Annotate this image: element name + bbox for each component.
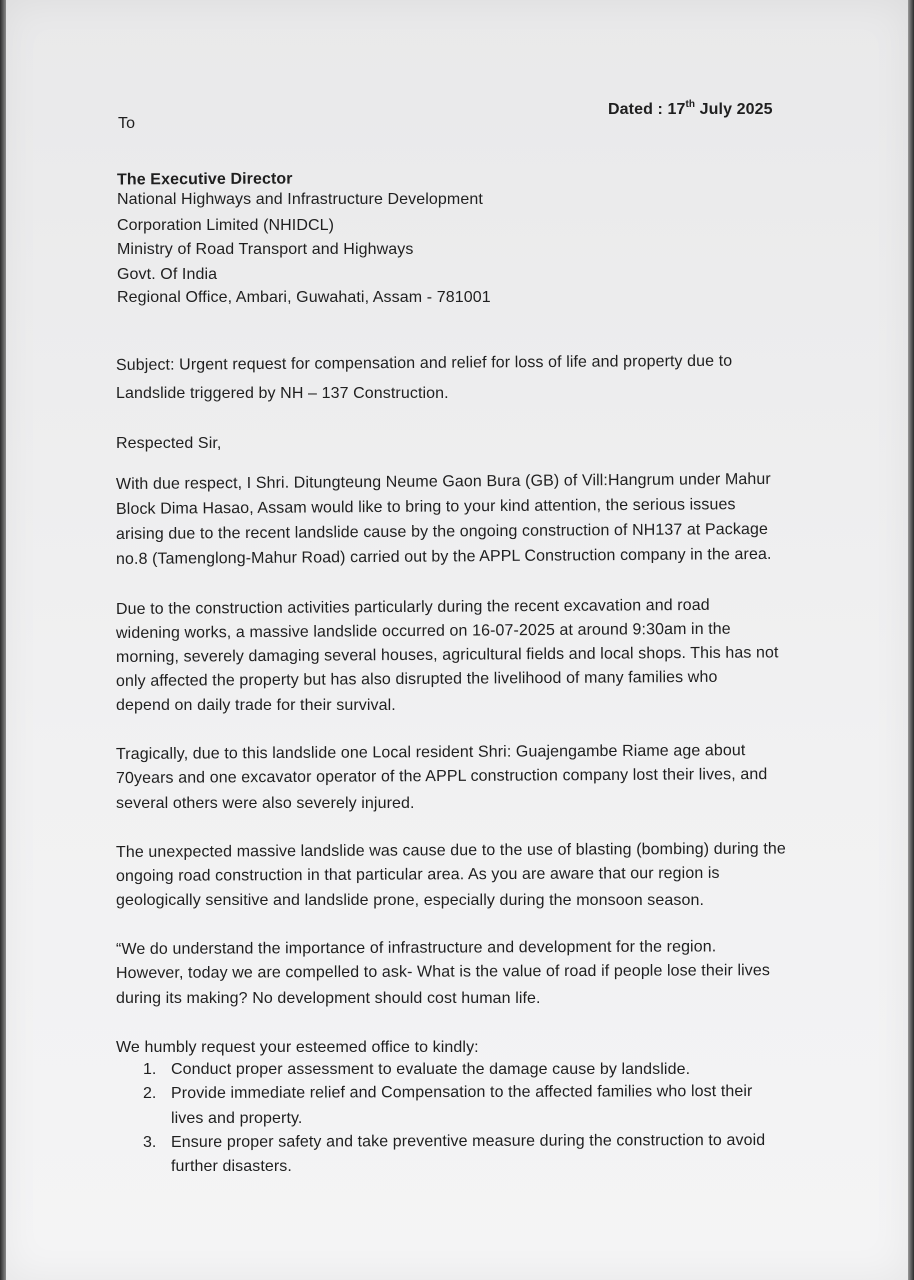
para4-line: ongoing road construction in that particular area. As you are aware that our region is bbox=[115, 864, 720, 885]
date-suffix: July 2025 bbox=[695, 101, 773, 118]
para1-line: no.8 (Tamenglong-Mahur Road) carried out by the APPL Construction company in the area. bbox=[115, 545, 772, 568]
para2-line: only affected the property but has also disrupted the livelihood of many families who bbox=[115, 668, 718, 690]
request-item-line: further disasters. bbox=[171, 1158, 292, 1175]
para5-line: “We do understand the importance of infrastructure and development for the region. bbox=[115, 938, 717, 958]
date-line bbox=[608, 100, 773, 120]
para4-line: The unexpected massive landslide was cause due to the use of blasting (bombing) during the bbox=[115, 840, 786, 861]
recipient-line: Govt. Of India bbox=[117, 266, 218, 283]
para3-line: 70years and one excavator operator of the APPL construction company lost their lives, and bbox=[115, 766, 768, 787]
page-edge-left bbox=[0, 0, 6, 1280]
recipient-line: Corporation Limited (NHIDCL) bbox=[117, 217, 335, 234]
para3-line: several others were also severely injured. bbox=[116, 795, 415, 812]
subject-line: Landslide triggered by NH – 137 Construction. bbox=[116, 385, 449, 402]
date-prefix: Dated : 17 bbox=[608, 101, 686, 118]
request-item-line: lives and property. bbox=[171, 1110, 303, 1127]
para5-line: However, today we are compelled to ask- What is the value of road if people lose their lives bbox=[115, 962, 771, 982]
recipient-line: Ministry of Road Transport and Highways bbox=[117, 241, 414, 258]
request-number: 2. bbox=[143, 1085, 157, 1102]
recipient-title: The Executive Director bbox=[116, 170, 293, 189]
para1-line: With due respect, I Shri. Ditungteung Neume Gaon Bura (GB) of Vill:Hangrum under Mahur bbox=[115, 470, 771, 493]
recipient-line: Regional Office, Ambari, Guwahati, Assam - 781001 bbox=[117, 289, 491, 306]
salutation: Respected Sir, bbox=[116, 435, 222, 452]
para2-line: depend on daily trade for their survival. bbox=[116, 697, 396, 714]
subject-line: Subject: Urgent request for compensation and relief for loss of life and property due to bbox=[115, 352, 733, 374]
date-superscript: th bbox=[685, 99, 696, 110]
recipient-line: National Highways and Infrastructure Development bbox=[117, 191, 483, 208]
para3-line: Tragically, due to this landslide one Local resident Shri: Guajengambe Riame age about bbox=[115, 742, 746, 763]
para2-line: Due to the construction activities particularly during the recent excavation and road bbox=[115, 596, 710, 618]
letter-page bbox=[4, 0, 908, 1280]
para2-line: morning, severely damaging several houses, agricultural fields and local shops. This has not bbox=[115, 644, 779, 666]
request-number: 3. bbox=[143, 1134, 157, 1151]
to-label: To bbox=[118, 115, 136, 132]
request-item-line: Ensure proper safety and take preventive measure during the construction to avoid bbox=[170, 1131, 766, 1151]
request-intro: We humbly request your esteemed office to kindly: bbox=[116, 1039, 479, 1056]
para2-line: widening works, a massive landslide occurred on 16-07-2025 at around 9:30am in the bbox=[115, 620, 731, 642]
para1-line: Block Dima Hasao, Assam would like to bring to your kind attention, the serious issues bbox=[115, 496, 736, 518]
page-edge-right bbox=[908, 0, 914, 1280]
request-number: 1. bbox=[143, 1061, 157, 1078]
para5-line: during its making? No development should cost human life. bbox=[116, 990, 541, 1007]
para4-line: geologically sensitive and landslide prone, especially during the monsoon season. bbox=[116, 892, 705, 909]
request-item-line: Provide immediate relief and Compensation to the affected families who lost their bbox=[170, 1082, 753, 1102]
request-item-line: Conduct proper assessment to evaluate the damage cause by landslide. bbox=[171, 1061, 691, 1078]
para1-line: arising due to the recent landslide cause by the ongoing construction of NH137 at Package bbox=[115, 520, 769, 543]
